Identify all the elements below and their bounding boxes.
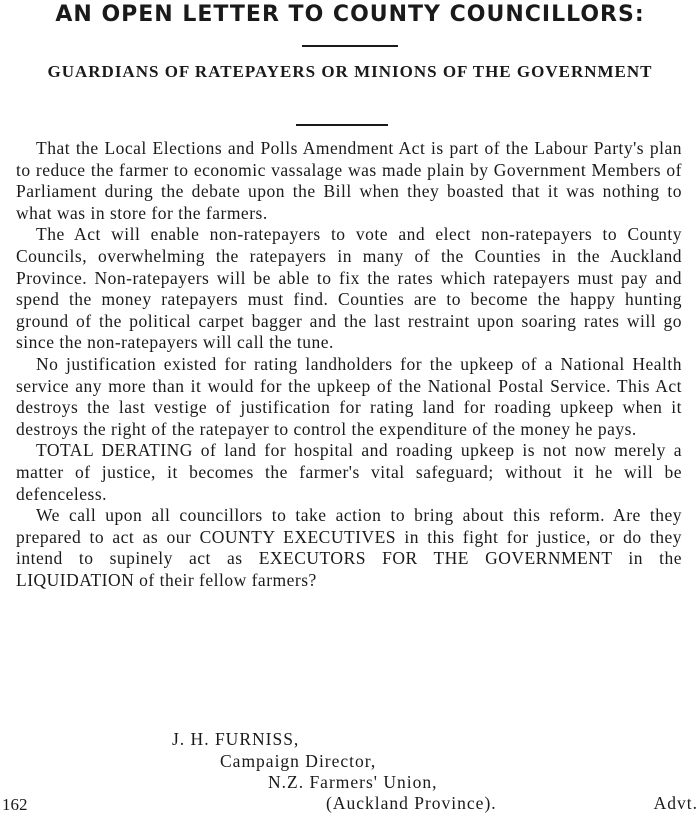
paragraph-3: No justification existed for rating landholders for the upkeep of a National Health service any more than it would for the upkeep of the National Postal Service. This Act destroys the last vestige of justification for rating land for roading upkeep when it destroys the right of the ratepayer to control the expenditure of the money he pays. bbox=[16, 353, 682, 439]
paragraph-2: The Act will enable non-ratepayers to vote and elect non-ratepayers to County Councils, overwhelming the ratepayers in many of the Counties in the Auckland Province. Non-ratepayers will be able to fix the rates which ratepayers must pay and spend the money ratepayers must find. Counties are to become the happy hunting ground of the political carpet bagger and the last restraint upon soaring rates will go since the non-ratepayers will call the tune. bbox=[16, 224, 682, 353]
paragraph-5: We call upon all councillors to take action to bring about this reform. Are they prepared to act as our COUNTY EXECUTIVES in this fight for justice, or do they intend to supinely act as EXECUTORS FOR THE GOVERNMENT in the LIQUIDATION of their fellow farmers? bbox=[16, 505, 682, 590]
headline: AN OPEN LETTER TO COUNTY COUNCILLORS: bbox=[55, 2, 645, 27]
paragraph-4: TOTAL DERATING of land for hospital and roading upkeep is not now merely a matter of justice, it becomes the farmer's vital safeguard; without it he will be defenceless. bbox=[16, 440, 682, 504]
signature-title: Campaign Director, bbox=[220, 751, 377, 771]
signature-province: (Auckland Province). bbox=[326, 793, 497, 813]
signature-name: J. H. FURNISS, bbox=[172, 729, 300, 749]
paragraph-1: That the Local Elections and Polls Amendment Act is part of the Labour Party's plan to reduce the farmer to economic vassalage was made plain by Government Members of Parliament during the debate upon the Bill when they boasted that it was nothing to what was in store for the farmers. bbox=[16, 138, 682, 223]
advertisement-label: Advt. bbox=[653, 793, 698, 813]
page-number: 162 bbox=[2, 795, 28, 814]
subheadline-divider bbox=[296, 124, 388, 126]
letter-body bbox=[16, 138, 682, 591]
signature-organization: N.Z. Farmers' Union, bbox=[268, 772, 438, 792]
headline-divider bbox=[302, 45, 398, 47]
subheadline: GUARDIANS OF RATEPAYERS OR MINIONS OF THE GOVERNMENT bbox=[47, 62, 653, 81]
